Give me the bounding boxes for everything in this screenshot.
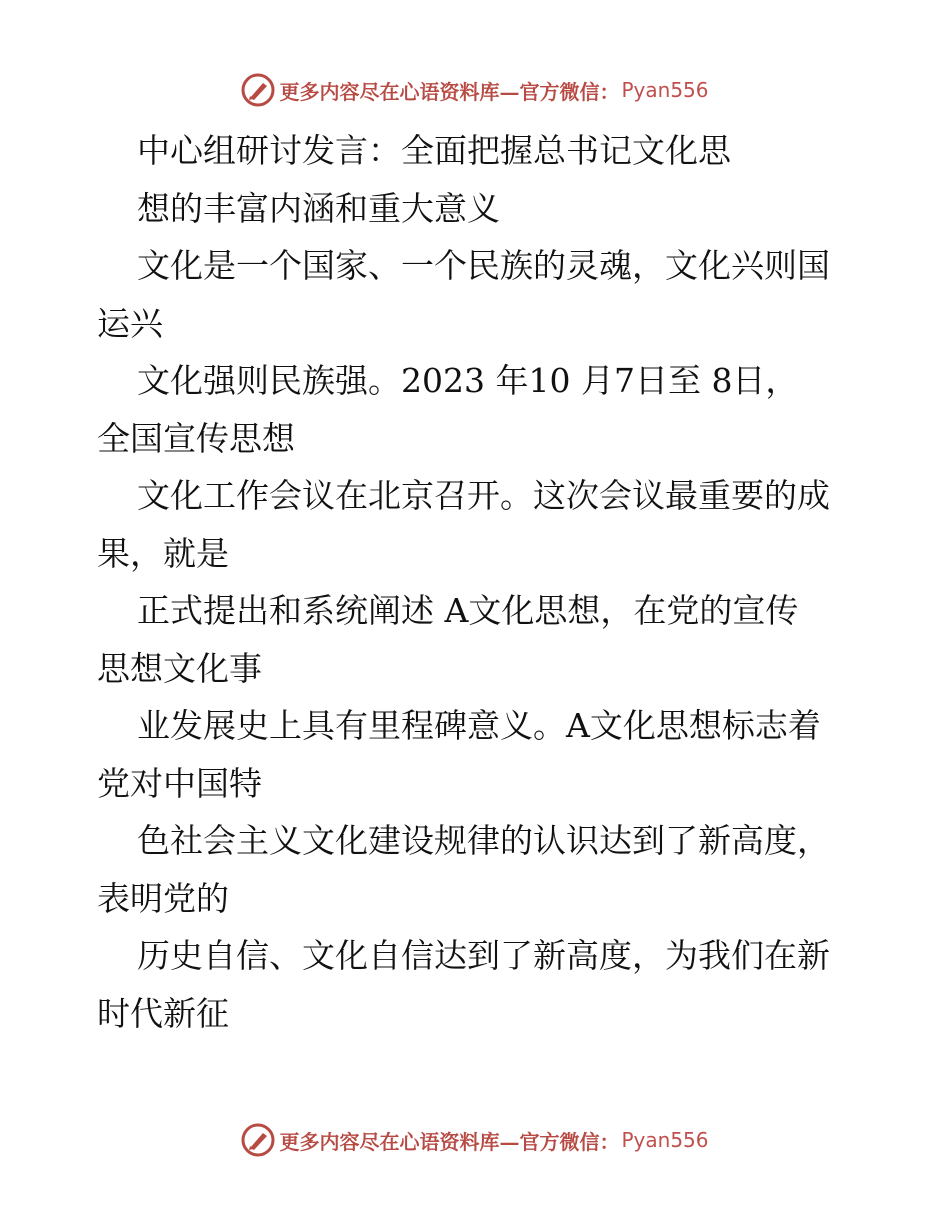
text-line: 运兴 xyxy=(97,303,163,343)
watermark-text: 更多内容尽在心语资料库—官方微信： xyxy=(279,79,620,104)
footer-watermark xyxy=(0,1120,950,1160)
text-line: 正式提出和系统阐述 A文化思想，在党的宣传 xyxy=(137,591,799,630)
text-line: 文化工作会议在北京召开。这次会议最重要的成 xyxy=(137,476,830,515)
text-line: 文化强则民族强。2023 年10 月7日至 8日， xyxy=(137,361,799,400)
watermark-text: 更多内容尽在心语资料库—官方微信： xyxy=(279,1129,620,1154)
text-line: 党对中国特 xyxy=(97,763,262,803)
text-line: 中心组研讨发言：全面把握总书记文化思 xyxy=(137,131,731,170)
text-line: 历史自信、文化自信达到了新高度，为我们在新 xyxy=(137,936,830,975)
pen-seal-icon xyxy=(241,1123,275,1157)
text-line: 果，就是 xyxy=(97,533,229,573)
text-line: 色社会主义文化建设规律的认识达到了新高度， xyxy=(137,821,830,860)
document-body xyxy=(97,122,857,1042)
text-line: 想的丰富内涵和重大意义 xyxy=(137,188,500,228)
text-line: 全国宣传思想 xyxy=(97,418,295,458)
watermark-wechat-id: Pyan556 xyxy=(621,78,709,102)
watermark-wechat-id: Pyan556 xyxy=(621,1128,709,1152)
text-line: 业发展史上具有里程碑意义。A文化思想标志着 xyxy=(137,706,821,745)
pen-seal-icon xyxy=(241,73,275,107)
text-line: 时代新征 xyxy=(97,993,229,1033)
text-line: 思想文化事 xyxy=(97,648,262,688)
text-line: 文化是一个国家、一个民族的灵魂，文化兴则国 xyxy=(137,246,830,285)
text-line: 表明党的 xyxy=(97,878,229,918)
header-watermark xyxy=(0,70,950,110)
